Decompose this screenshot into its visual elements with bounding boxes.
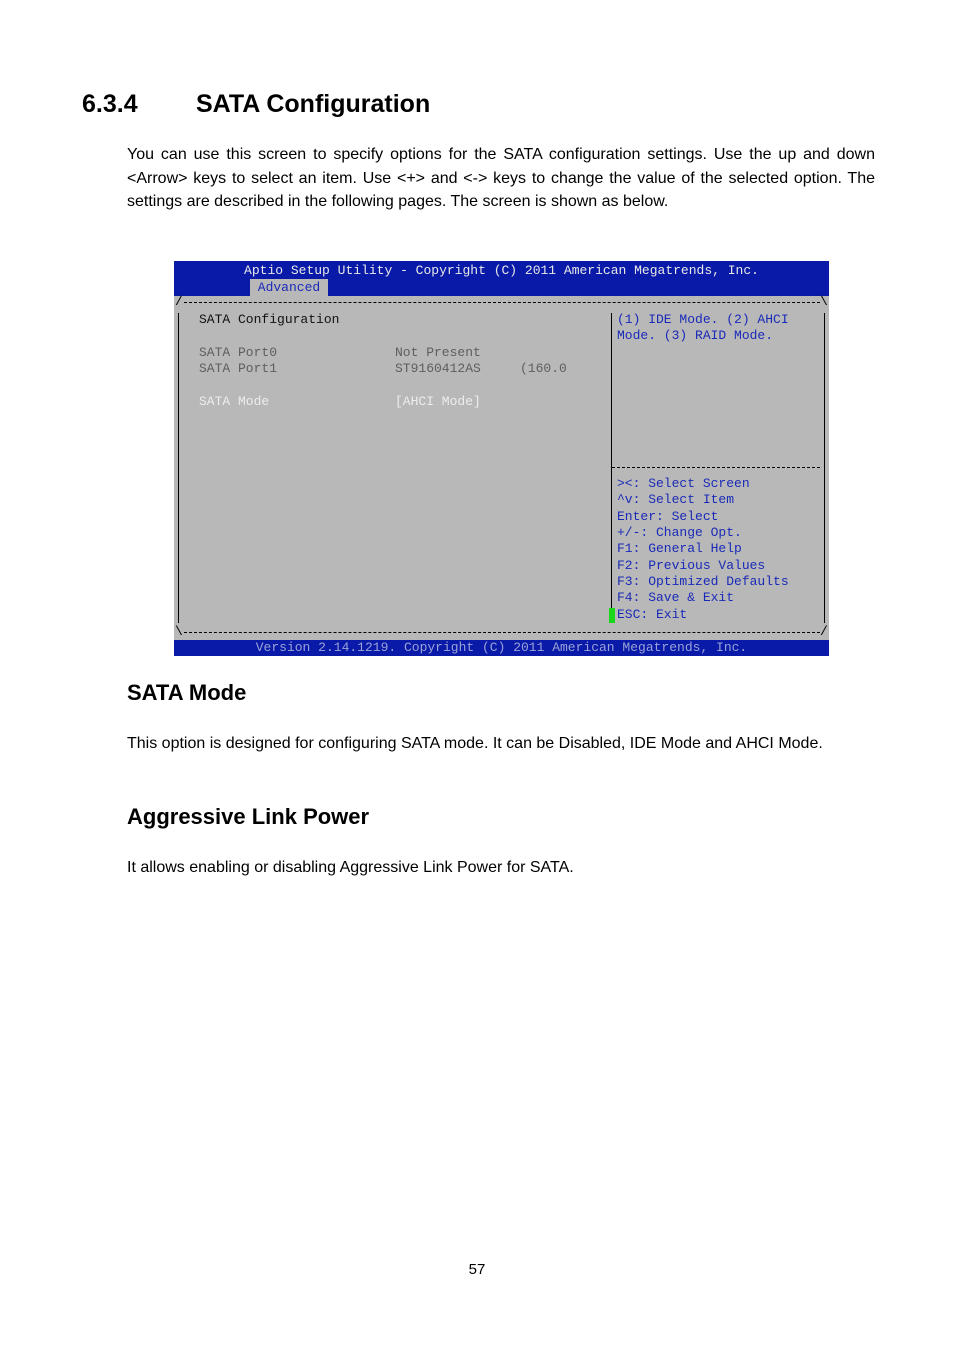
- section-number: 6.3.4: [82, 90, 138, 118]
- help-text-line-1: (1) IDE Mode. (2) AHCI: [617, 312, 789, 327]
- intro-paragraph: You can use this screen to specify options for the SATA configuration settings. Use the up and down <Arrow> keys to select an item. Use <+> and <-> keys to change the value of the selected option. The settings are described in the following pages. The screen is shown as below.: [127, 146, 875, 210]
- panel-divider: [611, 313, 612, 623]
- section-title: SATA Configuration: [196, 90, 431, 118]
- bios-header-title: Aptio Setup Utility - Copyright (C) 2011 American Megatrends, Inc.: [244, 263, 759, 278]
- text-cursor: [609, 608, 615, 623]
- frame-corner-bottom-left: \: [175, 624, 183, 639]
- key-hint-general-help: F1: General Help: [617, 541, 742, 556]
- tab-advanced[interactable]: Advanced: [250, 279, 328, 296]
- bios-title-bar: [174, 261, 829, 296]
- sata-mode-description: This option is designed for configuring SATA mode. It can be Disabled, IDE Mode and AHCI Mode.: [127, 735, 823, 752]
- frame-left-border: [178, 313, 179, 623]
- sata-port0-label: SATA Port0: [199, 345, 278, 360]
- frame-bottom-border: [184, 632, 820, 633]
- aggressive-link-power-description: It allows enabling or disabling Aggressive Link Power for SATA.: [127, 859, 574, 876]
- frame-corner-top-left: /: [175, 294, 183, 309]
- frame-corner-top-right: \: [820, 294, 828, 309]
- sata-port1-label: SATA Port1: [199, 361, 278, 376]
- bios-footer: Version 2.14.1219. Copyright (C) 2011 American Megatrends, Inc.: [174, 640, 829, 656]
- aggressive-link-power-heading: Aggressive Link Power: [127, 804, 370, 829]
- key-hint-change-opt: +/-: Change Opt.: [617, 525, 742, 540]
- sata-mode-value[interactable]: [AHCI Mode]: [395, 394, 481, 409]
- sata-mode-label[interactable]: SATA Mode: [199, 394, 270, 409]
- key-hint-previous-values: F2: Previous Values: [617, 558, 766, 573]
- frame-top-border: [184, 302, 820, 303]
- key-hint-save-exit: F4: Save & Exit: [617, 590, 735, 605]
- section-heading: [82, 90, 430, 119]
- page-number: 57: [468, 1261, 486, 1278]
- help-divider: [612, 467, 820, 468]
- frame-right-border: [824, 313, 825, 623]
- key-hint-enter: Enter: Select: [617, 509, 719, 524]
- help-text-line-2: Mode. (3) RAID Mode.: [617, 328, 774, 343]
- frame-corner-bottom-right: /: [820, 624, 828, 639]
- sata-port1-value: ST9160412AS: [395, 361, 481, 376]
- sata-port1-capacity: (160.0: [520, 361, 567, 376]
- key-hint-optimized-defaults: F3: Optimized Defaults: [617, 574, 789, 589]
- bios-screenshot: [174, 261, 829, 656]
- key-hint-select-item: ^v: Select Item: [617, 492, 735, 507]
- sata-port0-value: Not Present: [395, 345, 481, 360]
- key-hint-select-screen: ><: Select Screen: [617, 476, 750, 491]
- bios-screen-title: SATA Configuration: [199, 312, 340, 327]
- key-hint-esc-exit: ESC: Exit: [617, 607, 688, 622]
- sata-mode-heading: SATA Mode: [127, 680, 247, 705]
